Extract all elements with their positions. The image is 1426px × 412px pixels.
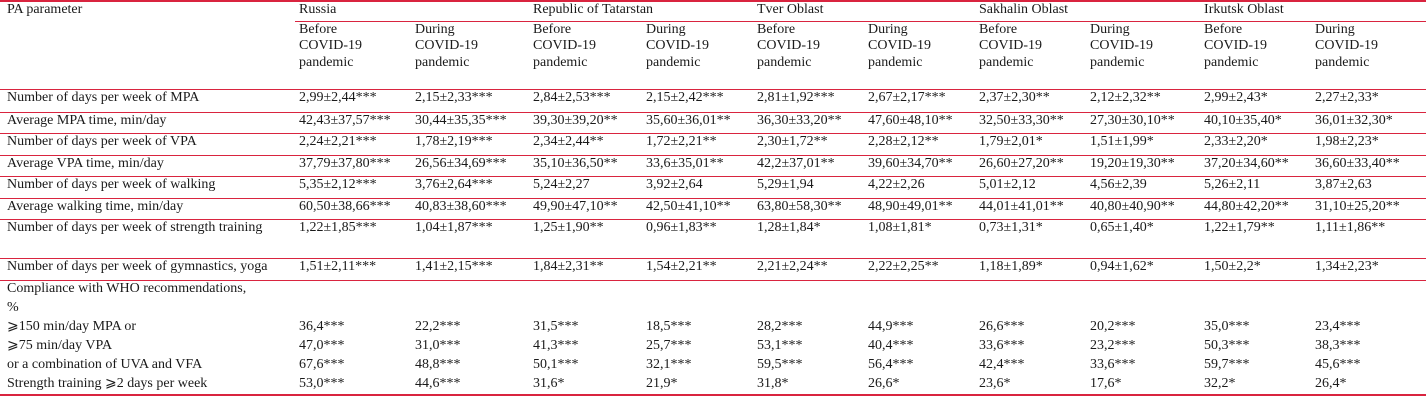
table-cell: 49,90±47,10** bbox=[529, 198, 642, 219]
table-row bbox=[0, 89, 1426, 112]
table-cell: 33,6±35,01** bbox=[642, 155, 753, 176]
table-cell: 1,98±2,23* bbox=[1311, 133, 1426, 155]
column-header-line: During bbox=[868, 21, 908, 37]
table-cell: 40,80±40,90** bbox=[1086, 198, 1200, 219]
column-header-before-covid bbox=[1200, 21, 1311, 89]
table-row bbox=[0, 258, 1426, 280]
table-cell: 39,60±34,70** bbox=[864, 155, 975, 176]
table-cell: 35,10±36,50** bbox=[529, 155, 642, 176]
table-cell: 67,6*** bbox=[299, 357, 345, 372]
table-cell: 23,4*** bbox=[1315, 319, 1361, 334]
row-label: Number of days per week of MPA bbox=[0, 89, 295, 112]
table-cell: 1,84±2,31** bbox=[529, 258, 642, 280]
row-label: Number of days per week of gymnastics, yoga bbox=[0, 258, 295, 280]
table-cell: 40,83±38,60*** bbox=[411, 198, 529, 219]
column-header-line: During bbox=[646, 21, 686, 37]
column-header-during-covid bbox=[864, 21, 975, 89]
table-row bbox=[0, 219, 1426, 258]
table-cell: 5,26±2,11 bbox=[1200, 176, 1311, 198]
table-row bbox=[0, 112, 1426, 133]
table-cell: 31,8* bbox=[753, 376, 864, 395]
table-cell bbox=[642, 280, 753, 300]
column-header-line: pandemic bbox=[757, 54, 812, 70]
column-header-line: COVID-19 bbox=[1090, 38, 1154, 53]
row-label: % bbox=[7, 300, 19, 315]
table-cell: 36,60±33,40** bbox=[1311, 155, 1426, 176]
table-cell: 31,5*** bbox=[533, 319, 579, 334]
table-cell: 33,6*** bbox=[1090, 357, 1136, 372]
table-cell: 26,6* bbox=[864, 376, 975, 395]
table-cell bbox=[975, 300, 1086, 319]
table-cell: 44,80±42,20** bbox=[1200, 198, 1311, 219]
table-cell: 17,6* bbox=[1086, 376, 1200, 395]
row-label: Compliance with WHO recommendations, bbox=[0, 280, 295, 300]
column-header-line: COVID-19 bbox=[979, 38, 1043, 53]
table-cell: 41,3*** bbox=[533, 338, 579, 353]
table-cell: 53,0*** bbox=[295, 376, 411, 395]
table-cell: 42,2±37,01** bbox=[753, 155, 864, 176]
table-cell: 2,24±2,21*** bbox=[295, 133, 411, 155]
table-cell: 27,30±30,10** bbox=[1086, 112, 1200, 133]
table-cell: 1,08±1,81* bbox=[864, 219, 975, 258]
table-cell: 2,67±2,17*** bbox=[864, 89, 975, 112]
column-header-line: Before bbox=[533, 21, 572, 37]
table-row bbox=[0, 133, 1426, 155]
table-cell: 3,76±2,64*** bbox=[411, 176, 529, 198]
table-cell: 26,56±34,69*** bbox=[411, 155, 529, 176]
table-cell: 32,50±33,30** bbox=[975, 112, 1086, 133]
column-header-during-covid bbox=[411, 21, 529, 89]
table-row bbox=[0, 155, 1426, 176]
column-header-line: pandemic bbox=[979, 54, 1034, 70]
row-label: Average MPA time, min/day bbox=[0, 112, 295, 133]
table-cell: 21,9* bbox=[642, 376, 753, 395]
table-cell: 35,0*** bbox=[1204, 319, 1250, 334]
table-cell bbox=[295, 300, 411, 319]
table-cell bbox=[1311, 280, 1426, 300]
column-header-line: Before bbox=[757, 21, 796, 37]
table-cell: 26,6*** bbox=[979, 319, 1025, 334]
table-cell: 50,1*** bbox=[533, 357, 579, 372]
table-cell: 36,01±32,30* bbox=[1311, 112, 1426, 133]
table-cell: 2,84±2,53*** bbox=[529, 89, 642, 112]
table-cell: 2,34±2,44** bbox=[529, 133, 642, 155]
table-row bbox=[0, 176, 1426, 198]
table-cell: 40,4*** bbox=[868, 338, 914, 353]
table-cell: 28,2*** bbox=[757, 319, 803, 334]
table-cell: 1,51±2,11*** bbox=[295, 258, 411, 280]
who-heading-row bbox=[0, 300, 1426, 319]
table-cell: 35,60±36,01** bbox=[642, 112, 753, 133]
table-cell: 2,28±2,12** bbox=[864, 133, 975, 155]
table-cell: 32,2* bbox=[1200, 376, 1311, 395]
column-header-before-covid bbox=[753, 21, 864, 89]
column-header-line: Before bbox=[979, 21, 1018, 37]
row-label: Average walking time, min/day bbox=[0, 198, 295, 219]
table-cell: 2,81±1,92*** bbox=[753, 89, 864, 112]
table-cell: 50,3*** bbox=[1204, 338, 1250, 353]
table-cell: 20,2*** bbox=[1090, 319, 1136, 334]
column-header-line: Before bbox=[299, 21, 338, 37]
table-cell bbox=[1200, 280, 1311, 300]
table-cell: 2,33±2,20* bbox=[1200, 133, 1311, 155]
column-header-line: COVID-19 bbox=[415, 38, 478, 53]
column-header-line: During bbox=[415, 21, 455, 37]
table-cell bbox=[529, 300, 642, 319]
row-label: Average VPA time, min/day bbox=[0, 155, 295, 176]
table-cell: 48,90±49,01** bbox=[864, 198, 975, 219]
table-cell bbox=[1086, 280, 1200, 300]
table-cell bbox=[411, 300, 529, 319]
table-cell: 5,35±2,12*** bbox=[295, 176, 411, 198]
row-label: Strength training ⩾2 days per week bbox=[0, 376, 295, 395]
table-cell: 37,79±37,80*** bbox=[295, 155, 411, 176]
table-cell: 2,99±2,44*** bbox=[295, 89, 411, 112]
table-cell: 38,3*** bbox=[1315, 338, 1361, 353]
column-header-line: COVID-19 bbox=[868, 38, 931, 53]
column-header-line: COVID-19 bbox=[646, 38, 709, 53]
table-cell: 60,50±38,66*** bbox=[295, 198, 411, 219]
table-cell bbox=[1086, 300, 1200, 319]
table-cell: 5,24±2,27 bbox=[529, 176, 642, 198]
table-cell: 47,0*** bbox=[299, 338, 345, 353]
table-cell: 2,15±2,33*** bbox=[411, 89, 529, 112]
who-table-row bbox=[0, 357, 1426, 376]
table-cell: 39,30±39,20** bbox=[529, 112, 642, 133]
row-label: Number of days per week of walking bbox=[0, 176, 295, 198]
table-cell bbox=[753, 280, 864, 300]
table-cell bbox=[642, 300, 753, 319]
table-cell: 59,5*** bbox=[757, 357, 803, 372]
table-cell: 45,6*** bbox=[1315, 357, 1361, 372]
column-header-line: pandemic bbox=[1090, 54, 1145, 70]
table-cell: 0,65±1,40* bbox=[1086, 219, 1200, 258]
column-header-during-covid bbox=[1311, 21, 1426, 89]
table-cell: 32,1*** bbox=[646, 357, 692, 372]
table-cell: 40,10±35,40* bbox=[1200, 112, 1311, 133]
table-cell bbox=[1200, 300, 1311, 319]
table-cell: 31,0*** bbox=[415, 338, 461, 353]
column-header-line: pandemic bbox=[1315, 54, 1370, 70]
table-cell bbox=[975, 280, 1086, 300]
table-cell: 1,25±1,90** bbox=[529, 219, 642, 258]
table-cell: 31,6* bbox=[529, 376, 642, 395]
table-cell: 2,30±1,72** bbox=[753, 133, 864, 155]
table-cell: 2,37±2,30** bbox=[975, 89, 1086, 112]
table-cell: 1,22±1,79** bbox=[1200, 219, 1311, 258]
table-cell: 2,15±2,42*** bbox=[642, 89, 753, 112]
column-header-during-covid bbox=[1086, 21, 1200, 89]
table-cell: 5,29±1,94 bbox=[753, 176, 864, 198]
row-label: ⩾75 min/day VPA bbox=[7, 338, 113, 353]
table-cell: 44,9*** bbox=[868, 319, 914, 334]
table-cell bbox=[753, 300, 864, 319]
table-cell: 26,60±27,20** bbox=[975, 155, 1086, 176]
column-header-line: COVID-19 bbox=[757, 38, 820, 53]
table-cell: 37,20±34,60** bbox=[1200, 155, 1311, 176]
column-header-region-sakhalin: Sakhalin Oblast bbox=[975, 1, 1200, 21]
table-cell: 1,34±2,23* bbox=[1311, 258, 1426, 280]
column-header-line: COVID-19 bbox=[299, 38, 362, 53]
table-cell: 3,92±2,64 bbox=[642, 176, 753, 198]
column-header-line: pandemic bbox=[1204, 54, 1259, 70]
header-region-row bbox=[0, 1, 1426, 21]
table-cell: 19,20±19,30** bbox=[1086, 155, 1200, 176]
table-cell: 0,94±1,62* bbox=[1086, 258, 1200, 280]
table-cell bbox=[864, 300, 975, 319]
row-label: Number of days per week of strength training bbox=[0, 219, 295, 258]
table-cell: 48,8*** bbox=[415, 357, 461, 372]
table-cell: 42,4*** bbox=[979, 357, 1025, 372]
table-cell: 23,6* bbox=[975, 376, 1086, 395]
column-header-line: pandemic bbox=[533, 54, 588, 70]
table-cell: 1,51±1,99* bbox=[1086, 133, 1200, 155]
table-body bbox=[0, 89, 1426, 395]
table-cell: 2,21±2,24** bbox=[753, 258, 864, 280]
table-cell: 56,4*** bbox=[868, 357, 914, 372]
table-cell: 31,10±25,20** bbox=[1311, 198, 1426, 219]
who-heading-row bbox=[0, 280, 1426, 300]
table-cell: 2,27±2,33* bbox=[1311, 89, 1426, 112]
column-header-region-russia: Russia bbox=[295, 1, 529, 21]
column-header-during-covid bbox=[642, 21, 753, 89]
column-header-line: pandemic bbox=[868, 54, 923, 70]
column-header-before-covid bbox=[295, 21, 411, 89]
table-cell: 1,41±2,15*** bbox=[411, 258, 529, 280]
table-row bbox=[0, 198, 1426, 219]
table-cell: 44,01±41,01** bbox=[975, 198, 1086, 219]
column-header-line: pandemic bbox=[646, 54, 701, 70]
table-cell: 36,30±33,20** bbox=[753, 112, 864, 133]
table-cell: 2,12±2,32** bbox=[1086, 89, 1200, 112]
table-cell bbox=[411, 280, 529, 300]
table-cell: 1,04±1,87*** bbox=[411, 219, 529, 258]
table-cell: 53,1*** bbox=[757, 338, 803, 353]
column-header-region-tatarstan: Republic of Tatarstan bbox=[529, 1, 753, 21]
table-cell: 2,22±2,25** bbox=[864, 258, 975, 280]
table-cell: 1,50±2,2* bbox=[1200, 258, 1311, 280]
column-header-line: COVID-19 bbox=[533, 38, 596, 53]
table-cell: 59,7*** bbox=[1204, 357, 1250, 372]
table-cell: 2,99±2,43* bbox=[1200, 89, 1311, 112]
column-header-before-covid bbox=[975, 21, 1086, 89]
table-cell: 3,87±2,63 bbox=[1311, 176, 1426, 198]
table-cell: 22,2*** bbox=[415, 319, 461, 334]
table-cell: 4,56±2,39 bbox=[1086, 176, 1200, 198]
table-cell: 1,28±1,84* bbox=[753, 219, 864, 258]
column-header-region-irkutsk: Irkutsk Oblast bbox=[1200, 1, 1426, 21]
table-cell: 1,54±2,21** bbox=[642, 258, 753, 280]
table-cell bbox=[864, 280, 975, 300]
table-cell: 23,2*** bbox=[1090, 338, 1136, 353]
table-cell bbox=[529, 280, 642, 300]
row-label: Number of days per week of VPA bbox=[0, 133, 295, 155]
table-cell: 26,4* bbox=[1311, 376, 1426, 395]
who-table-row bbox=[0, 338, 1426, 357]
table-cell: 0,96±1,83** bbox=[642, 219, 753, 258]
row-label: ⩾150 min/day MPA or bbox=[7, 319, 137, 334]
column-header-line: Before bbox=[1204, 21, 1243, 37]
column-header-line: During bbox=[1315, 21, 1355, 37]
table-cell: 33,6*** bbox=[979, 338, 1025, 353]
table-cell bbox=[295, 280, 411, 300]
table-cell: 36,4*** bbox=[299, 319, 345, 334]
table-cell: 42,43±37,57*** bbox=[295, 112, 411, 133]
table-cell: 25,7*** bbox=[646, 338, 692, 353]
table-cell: 30,44±35,35*** bbox=[411, 112, 529, 133]
table-cell: 1,72±2,21** bbox=[642, 133, 753, 155]
column-header-line: COVID-19 bbox=[1315, 38, 1379, 53]
table-cell: 0,73±1,31* bbox=[975, 219, 1086, 258]
column-header-line: pandemic bbox=[299, 54, 354, 70]
row-label: or a combination of UVA and VFA bbox=[7, 357, 203, 372]
who-table-row bbox=[0, 376, 1426, 395]
column-header-line: COVID-19 bbox=[1204, 38, 1268, 53]
table-cell bbox=[1311, 300, 1426, 319]
table-cell: 5,01±2,12 bbox=[975, 176, 1086, 198]
column-header-line: During bbox=[1090, 21, 1130, 37]
table-cell: 4,22±2,26 bbox=[864, 176, 975, 198]
table-cell: 1,78±2,19*** bbox=[411, 133, 529, 155]
table-cell: 44,6*** bbox=[411, 376, 529, 395]
table-cell: 1,79±2,01* bbox=[975, 133, 1086, 155]
table-cell: 42,50±41,10** bbox=[642, 198, 753, 219]
who-table-row bbox=[0, 319, 1426, 338]
table-cell: 1,18±1,89* bbox=[975, 258, 1086, 280]
table-cell: 18,5*** bbox=[646, 319, 692, 334]
column-header-region-tver: Tver Oblast bbox=[753, 1, 975, 21]
table-cell: 47,60±48,10** bbox=[864, 112, 975, 133]
column-header-line: pandemic bbox=[415, 54, 470, 70]
column-header-before-covid bbox=[529, 21, 642, 89]
table-cell: 1,22±1,85*** bbox=[295, 219, 411, 258]
table-cell: 1,11±1,86** bbox=[1311, 219, 1426, 258]
table-cell: 63,80±58,30** bbox=[753, 198, 864, 219]
column-header-pa-parameter: PA parameter bbox=[0, 1, 295, 89]
